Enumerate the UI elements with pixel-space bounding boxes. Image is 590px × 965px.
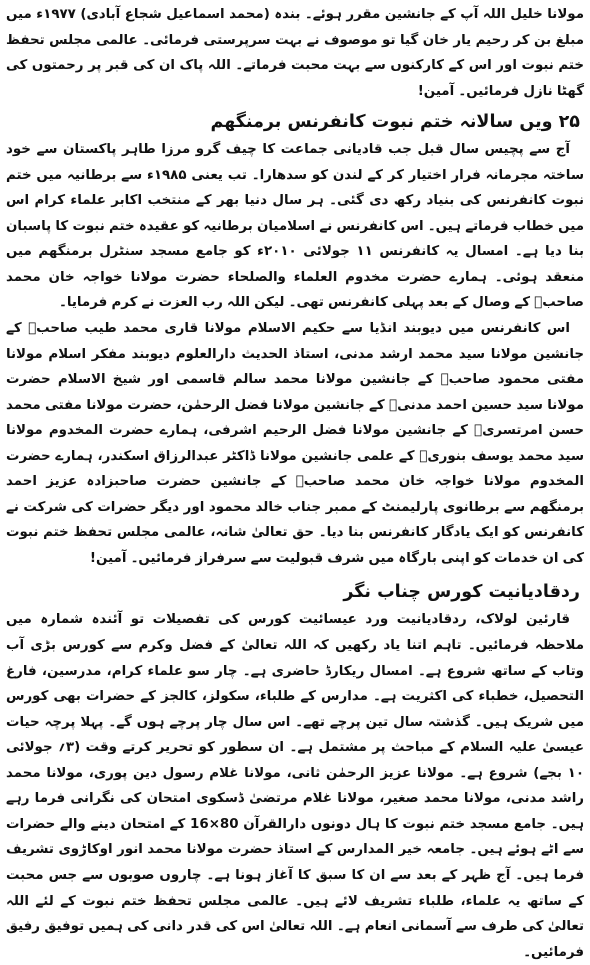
conference-paragraph-1: آج سے پچیس سال قبل جب قادیانی جماعت کا چیف گرو مرزا طاہر پاکستان سے خود ساختہ مجرمانہ فرار اختیار کر کے لندن کو سدھارا۔ تب یعنی ۱۹۸۵ء سے برطانیہ میں ختم نبوت کانفرنس کی بنیاد رکھ دی گئی۔ ہر سال دنیا بھر کے منتخب اکابر علماء کرام اس میں خطاب فرماتے ہیں۔ اس کانفرنس نے اسلامیان برطانیہ کو عقیدہ ختم نبوت کا پاسبان بنا دیا ہے۔ امسال یہ کانفرنس ۱۱ جولائی ۲۰۱۰ء کو جامع مسجد سنٹرل برمنگھم میں منعقد ہوئی۔ ہمارے حضرت مخدوم العلماء والصلحاء حضرت مولانا خواجہ خان محمد صاحبؒ کے وصال کے بعد پہلی کانفرنس تھی۔ لیکن اللہ رب العزت نے کرم فرمایا۔: [6, 142, 584, 311]
intro-paragraph: مولانا خلیل اللہ آپ کے جانشین مقرر ہوئے۔ بندہ (محمد اسماعیل شجاع آبادی) ۱۹۷۷ء میں مبلغ بن کر رحیم یار خان گیا تو موصوف نے بہت سرپرستی فرمائی۔ عالمی مجلس تحفظ ختم نبوت اور اس کے کارکنوں سے بہت محبت فرماتے۔ اللہ پاک ان کی قبر پر رحمتوں کی گھٹا نازل فرمائیں۔ آمین!: [6, 7, 584, 99]
section-heading-course: ردقادیانیت کورس چناب نگر: [343, 582, 580, 603]
conference-paragraph-2: اس کانفرنس میں دیوبند انڈیا سے حکیم الاسلام مولانا قاری محمد طیب صاحبؒ کے جانشین مولانا سید محمد ارشد مدنی، استاذ الحدیث دارالعلوم دیوبند مفکر اسلام مولانا مفتی محمود صاحبؒ کے جانشین مولانا محمد سالم قاسمی اور شیخ الاسلام حضرت مولانا سید حسین احمد مدنیؒ کے جانشین مولانا فضل الرحمٰن، حضرت مولانا مفتی محمد حسن امرتسریؒ کے جانشین مولانا فضل الرحیم اشرفی، ہمارے حضرت المخدوم مولانا سید محمد یوسف بنوریؒ کے علمی جانشین مولانا ڈاکٹر عبدالرزاق اسکندر، ہمارے حضرت المخدوم مولانا خواجہ خان محمد صاحبؒ کے جانشین حضرت صاحبزادہ عزیز احمد برمنگھم سے برطانوی پارلیمنٹ کے ممبر جناب خالد محمود اور دیگر حضرات کی شرکت نے کانفرنس کو ایک یادگار کانفرنس بنا دیا۔ حق تعالیٰ شانہ، عالمی مجلس تحفظ ختم نبوت کی ان خدمات کو اپنی بارگاہ میں شرف قبولیت سے سرفراز فرمائیں۔ آمین!: [6, 321, 584, 566]
course-paragraph-1: قارئین لولاک، ردقادیانیت ورد عیسائیت کورس کی تفصیلات تو آئندہ شمارہ میں ملاحظہ فرمائیں۔ تاہم اتنا یاد رکھیں کہ اللہ تعالیٰ کے فضل وکرم سے کورس بڑی آب وتاب کے ساتھ شروع ہے۔ امسال ریکارڈ حاضری ہے۔ چار سو علماء کرام، مدرسین، فارغ التحصیل، خطباء کی اکثریت ہے۔ مدارس کے طلباء، سکولز، کالجز کے حضرات بھی کورس میں شریک ہیں۔ گذشتہ سال تین پرچے تھے۔ اس سال چار پرچے ہوں گے۔ پہلا پرچہ حیات عیسیٰ علیہ السلام کے مباحث پر مشتمل ہے۔ ان سطور کو تحریر کرتے وقت (۳؍ جولائی ۱۰ بجے) شروع ہے۔ مولانا عزیز الرحمٰن ثانی، مولانا غلام رسول دین پوری، مولانا محمد راشد مدنی، مولانا محمد صغیر، مولانا غلام مرتضیٰ ڈسکوی امتحان کی نگرانی فرما رہے ہیں۔ جامع مسجد ختم نبوت کا ہال دونوں دارالقرآن 80×16 کے امتحان دینے والے حضرات سے اٹے ہوئے ہیں۔ جامعہ خیر المدارس کے استاذ حضرت مولانا محمد انور اوکاڑوی تشریف فرما ہیں۔ آج ظہر کے بعد سے ان کا سبق کا آغاز ہونا ہے۔ چاروں صوبوں سے جس محبت کے ساتھ یہ علماء، طلباء تشریف لائے ہیں۔ عالمی مجلس تحفظ ختم نبوت کے لئے اللہ تعالیٰ کی طرف سے آسمانی انعام ہے۔ اللہ تعالیٰ اس کی قدر دانی کی ہمیں توفیق رفیق فرمائیں۔: [6, 612, 584, 960]
section-heading-conference: ۲۵ ویں سالانہ ختم نبوت کانفرنس برمنگھم: [210, 112, 580, 133]
